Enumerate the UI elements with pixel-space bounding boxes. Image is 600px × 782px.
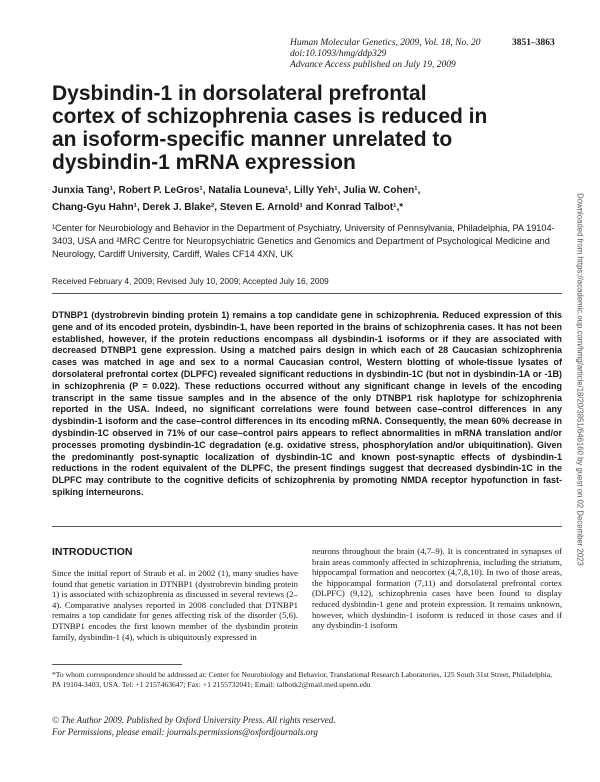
received-dates: Received February 4, 2009; Revised July 10, 2009; Accepted July 16, 2009 xyxy=(52,276,329,286)
divider-bottom xyxy=(52,526,562,527)
author-list xyxy=(52,182,572,216)
correspondence-footnote: *To whom correspondence should be addressed at: Center for Neurobiology and Behavior, Translational Research Laboratories, 125 South 31st Street, Philadelphia, PA 19104-3403, USA. Tel: +1 2157463647; Fax: +1 2155732041; Email: talbotk2@mail.med.upenn.edu xyxy=(52,670,553,689)
download-watermark xyxy=(573,170,587,590)
article-title: Dysbindin-1 in dorsolateral prefrontal cortex of schizophrenia cases is reduced in an isoform-specific manner unrelated to dysbindin-1 mRNA expression xyxy=(52,82,488,174)
page-range: 3851–3863 xyxy=(512,38,555,48)
divider-top xyxy=(52,293,562,294)
section-heading-introduction: INTRODUCTION xyxy=(52,546,133,558)
intro-column-right: neurons throughout the brain (4,7–9). It is concentrated in synapses of brain areas commonly affected in schizophrenia, including the striatum, hippocampal formation and neocortex (4,7,8,10). In two of those areas, the hippocampal formation (7,11) and dorsolateral prefrontal cortex (DLPFC) (9,12), schizophrenia cases have been found to display reduced dysbindin-1 gene and protein expression. It remains unknown, however, which dysbindin-1 isoform is reduced in those cases and if any dysbindin-1 isoform xyxy=(312,546,562,631)
footnote-rule xyxy=(52,664,182,665)
doi[interactable]: doi:10.1093/hmg/ddp329 xyxy=(290,49,387,59)
journal-header xyxy=(290,38,555,71)
download-watermark-text: Downloaded from https://academic.oup.com/hmg/article/18/20/3851/646160 by guest on 02 December 2023 xyxy=(575,193,585,566)
author-line-2: Chang-Gyu Hahn¹, Derek J. Blake², Steven E. Arnold¹ and Konrad Talbot¹,* xyxy=(52,202,404,213)
abstract: DTNBP1 (dystrobrevin binding protein 1) remains a top candidate gene in schizophrenia. Reduced expression of this gene and of its encoded protein, dysbindin-1, have been reported in the brains of schizophrenia cases. It has not been established, however, if the protein reductions encompass all dysbindin-1 isoforms or if they are associated with decreased DTNBP1 gene expression. Using a matched pairs design in which each of 28 Caucasian schizophrenia cases was matched in age and sex to a normal Caucasian control, Western blotting of whole-tissue lysates of dorsolateral prefrontal cortex (DLPFC) revealed significant reductions in dysbindin-1C (but not in dysbindin-1A or -1B) in schizophrenia (P = 0.022). These reductions occurred without any significant change in levels of the encoding transcript in the same tissue samples and in the absence of the only DTNBP1 risk haplotype for schizophrenia reported in the USA. Indeed, no significant correlations were found between case–control differences in any dysbindin-1 isoform and the case–control differences in its encoding mRNA. Consequently, the mean 60% decrease in dysbindin-1C observed in 71% of our case–control pairs appears to reflect abnormalities in mRNA translation and/or processes promoting dysbindin-1C degradation (e.g. oxidative stress, phosphorylation and/or ubiquitination). Given the predominantly post-synaptic localization of dysbindin-1C and known post-synaptic effects of dysbindin-1 reductions in the rodent equivalent of the DLPFC, the present findings suggest that decreased dysbindin-1C in the DLPFC may contribute to the cognitive deficits of schizophrenia by promoting NMDA receptor hypofunction in fast-spiking interneurons. xyxy=(52,310,562,497)
journal-citation: Human Molecular Genetics, 2009, Vol. 18, No. 20 xyxy=(290,38,481,48)
affiliations: ¹Center for Neurobiology and Behavior in the Department of Psychiatry, University of Pennsylvania, Philadelphia, PA 19104-3403, USA and ²MRC Centre for Neuropsychiatric Genetics and Genomics and Department of Psychological Medicine and Neurology, Cardiff University, Cardiff, Wales CF14 4XN, UK xyxy=(52,223,555,259)
author-line-1: Junxia Tang¹, Robert P. LeGros¹, Natalia Louneva¹, Lilly Yeh¹, Julia W. Cohen¹, xyxy=(52,185,421,196)
permissions-line[interactable]: For Permissions, please email: journals.permissions@oxfordjournals.org xyxy=(52,727,318,737)
copyright-block xyxy=(52,714,562,738)
advance-access: Advance Access published on July 19, 2009 xyxy=(290,60,456,70)
copyright-line: © The Author 2009. Published by Oxford University Press. All rights reserved. xyxy=(52,715,336,725)
intro-column-left: Since the initial report of Straub et al. in 2002 (1), many studies have found that genetic variation in DTNBP1 (dystrobrevin binding protein 1) is associated with schizophrenia as discussed in several reviews (2–4). Comparative analyses reported in 2008 concluded that DTNBP1 remains a top candidate for genes affecting risk of the disorder (5,6). DTNBP1 encodes the first known member of the dysbindin protein family, dysbindin-1 (4), which is ubiquitously expressed in xyxy=(52,568,298,642)
